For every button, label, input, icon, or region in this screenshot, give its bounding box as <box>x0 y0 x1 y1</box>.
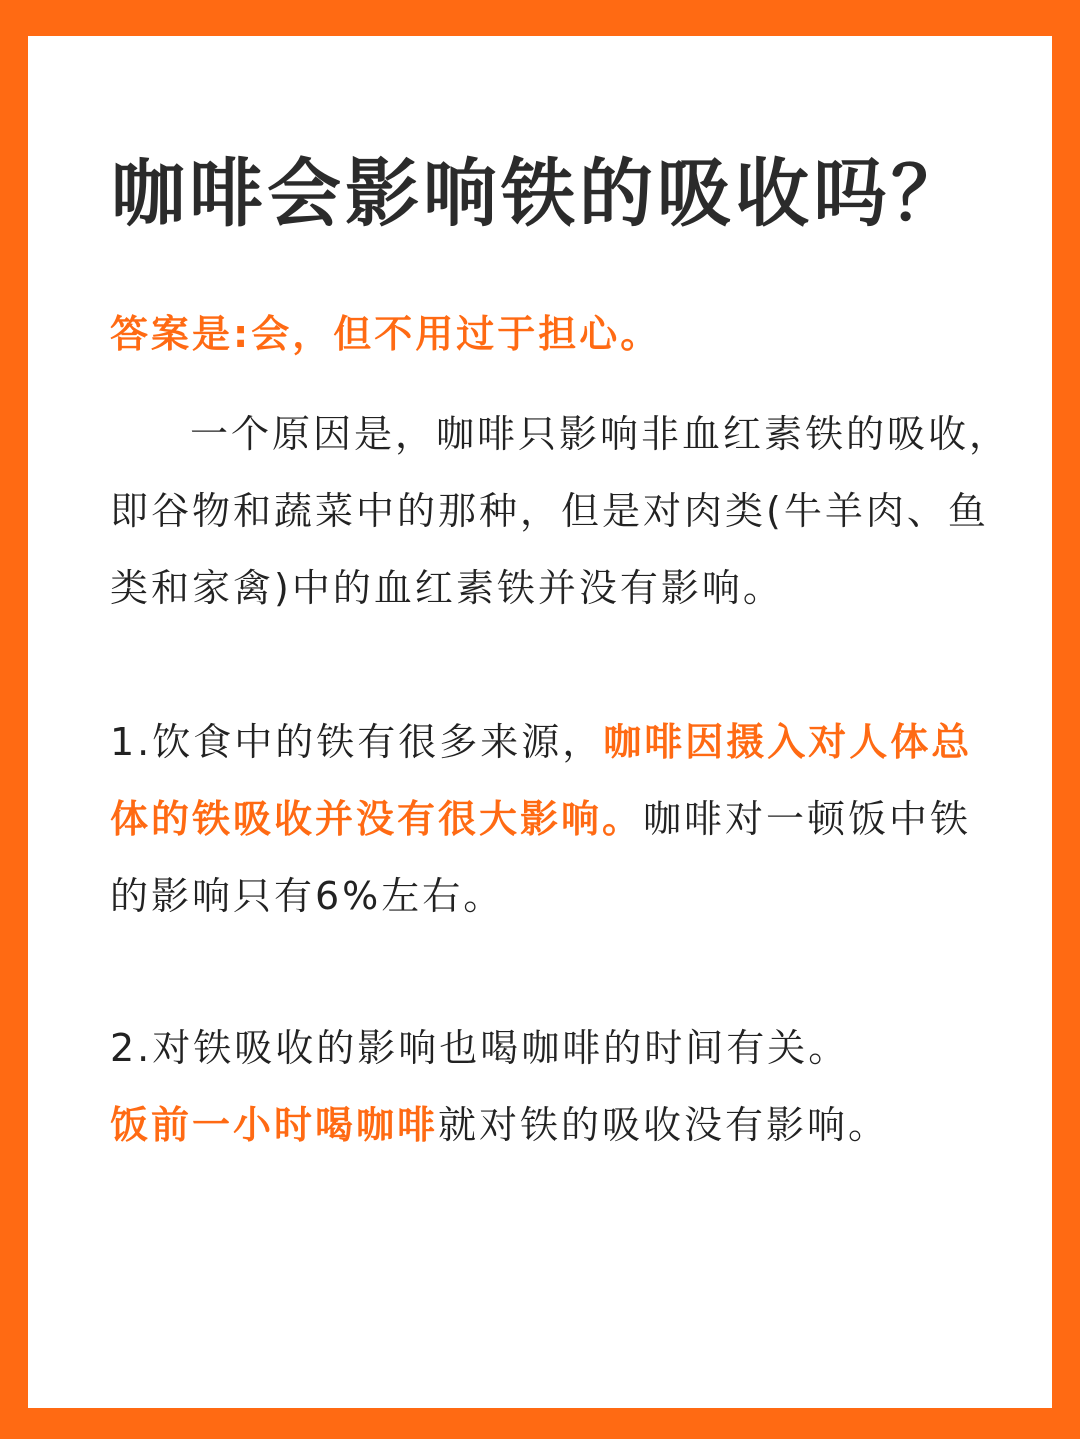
point-2-line1: 2.对铁吸收的影响也喝咖啡的时间有关。 <box>110 1026 850 1070</box>
point-1-paragraph <box>110 704 1010 935</box>
page-title: 咖啡会影响铁的吸收吗？ <box>111 151 969 237</box>
point-1-highlight: 咖啡因摄入对人体总体的铁吸收并没有很大影响。 <box>110 720 973 841</box>
content-card <box>28 36 1052 1408</box>
point-2-rest: 就对铁的吸收没有影响。 <box>438 1103 890 1147</box>
reason-paragraph: 一个原因是，咖啡只影响非血红素铁的吸收，即谷物和蔬菜中的那种，但是对肉类(牛羊肉、鱼类和家禽)中的血红素铁并没有影响。 <box>110 412 1011 610</box>
point-1-lead: 1.饮食中的铁有很多来源， <box>110 720 604 764</box>
point-2-paragraph <box>110 1010 1010 1164</box>
point-2-highlight: 饭前一小时喝咖啡 <box>110 1103 439 1147</box>
answer-text: 答案是:会，但不用过于担心。 <box>110 312 662 356</box>
point-1-rest: 咖啡对一顿饭中铁的影响只有6%左右。 <box>110 797 972 918</box>
